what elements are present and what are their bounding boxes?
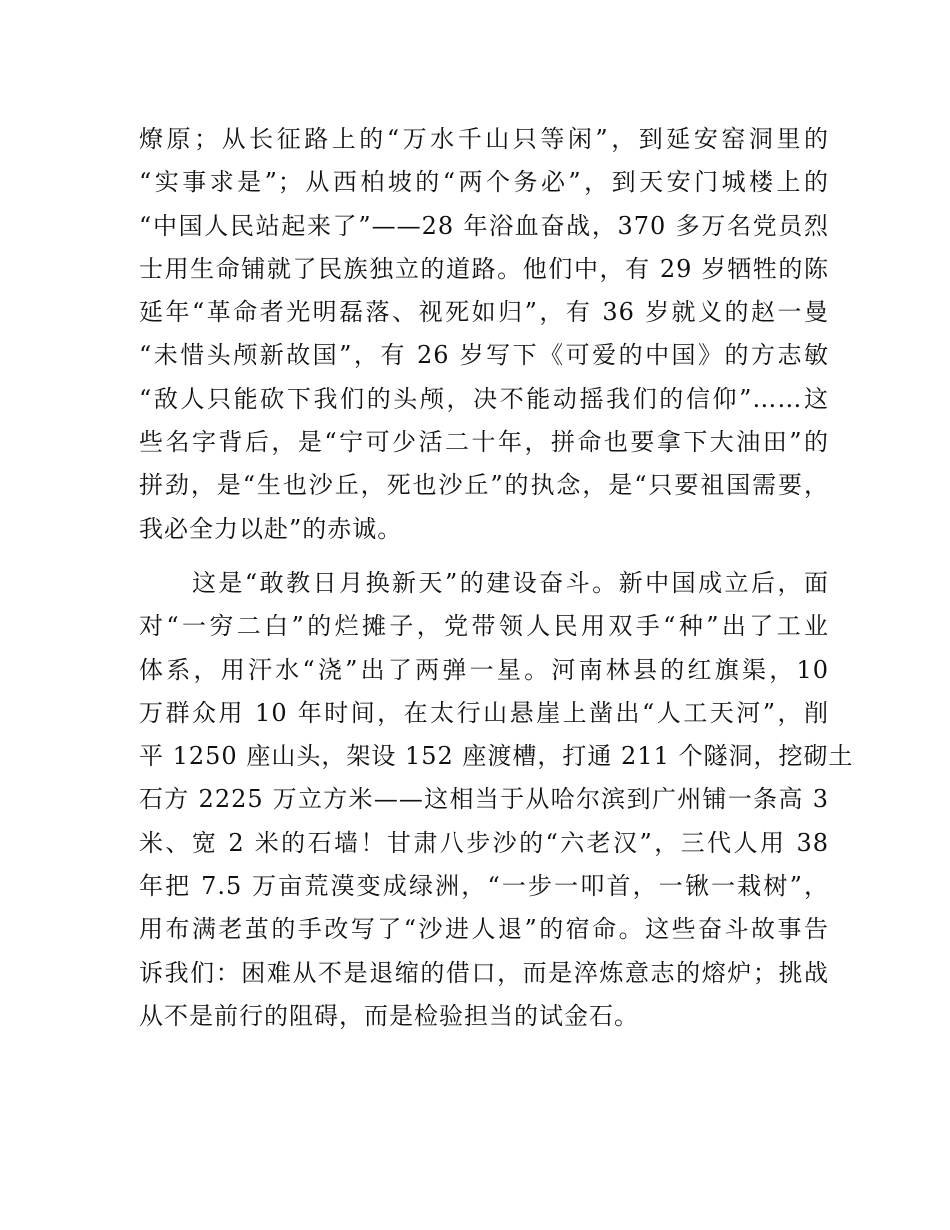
- text-line: 用布满老茧的手改写了“沙进人退”的宿命。这些奋斗故事告: [139, 915, 829, 944]
- text-line: “中国人民站起来了”——28 年浴血奋战，370 多万名党员烈: [139, 211, 829, 240]
- text-line: 拼劲，是“生也沙丘，死也沙丘”的执念，是“只要祖国需要，: [139, 471, 829, 500]
- text-line: 米、宽 2 米的石墙！甘肃八步沙的“六老汉”，三代人用 38: [139, 828, 829, 857]
- text-line: 些名字背后，是“宁可少活二十年，拼命也要拿下大油田”的: [139, 428, 829, 457]
- text-line: 万群众用 10 年时间，在太行山悬崖上凿出“人工天河”，削: [139, 698, 829, 727]
- text-line: 对“一穷二白”的烂摊子，党带领人民用双手“种”出了工业: [139, 612, 829, 641]
- text-line: 延年“革命者光明磊落、视死如归”，有 36 岁就义的赵一曼: [139, 298, 829, 327]
- text-line: 诉我们：困难从不是退缩的借口，而是淬炼意志的熔炉；挑战: [139, 958, 829, 987]
- text-line: “实事求是”；从西柏坡的“两个务必”，到天安门城楼上的: [139, 168, 829, 197]
- text-line-last: 从不是前行的阻碍，而是检验担当的试金石。: [139, 1001, 639, 1030]
- text-line: 体系，用汗水“浇”出了两弹一星。河南林县的红旗渠，10: [139, 655, 829, 684]
- text-line: 士用生命铺就了民族独立的道路。他们中，有 29 岁牺牲的陈: [139, 254, 829, 283]
- text-line: 平 1250 座山头，架设 152 座渡槽，打通 211 个隧洞，挖砌土: [139, 742, 854, 771]
- text-line: 年把 7.5 万亩荒漠变成绿洲，“一步一叩首，一锹一栽树”，: [139, 872, 829, 901]
- text-line: 石方 2225 万立方米——这相当于从哈尔滨到广州铺一条高 3: [139, 785, 829, 814]
- paragraph-revolution: [139, 118, 829, 551]
- text-line: 这是“敢教日月换新天”的建设奋斗。新中国成立后，面: [139, 569, 829, 597]
- text-line: “敌人只能砍下我们的头颅，决不能动摇我们的信仰”……这: [139, 384, 829, 413]
- text-line: “未惜头颅新故国”，有 26 岁写下《可爱的中国》的方志敏: [139, 341, 829, 370]
- text-line: 燎原；从长征路上的“万水千山只等闲”，到延安窑洞里的: [139, 125, 829, 153]
- paragraph-construction: [139, 562, 854, 1038]
- text-line-last: 我必全力以赴”的赤诚。: [139, 514, 403, 543]
